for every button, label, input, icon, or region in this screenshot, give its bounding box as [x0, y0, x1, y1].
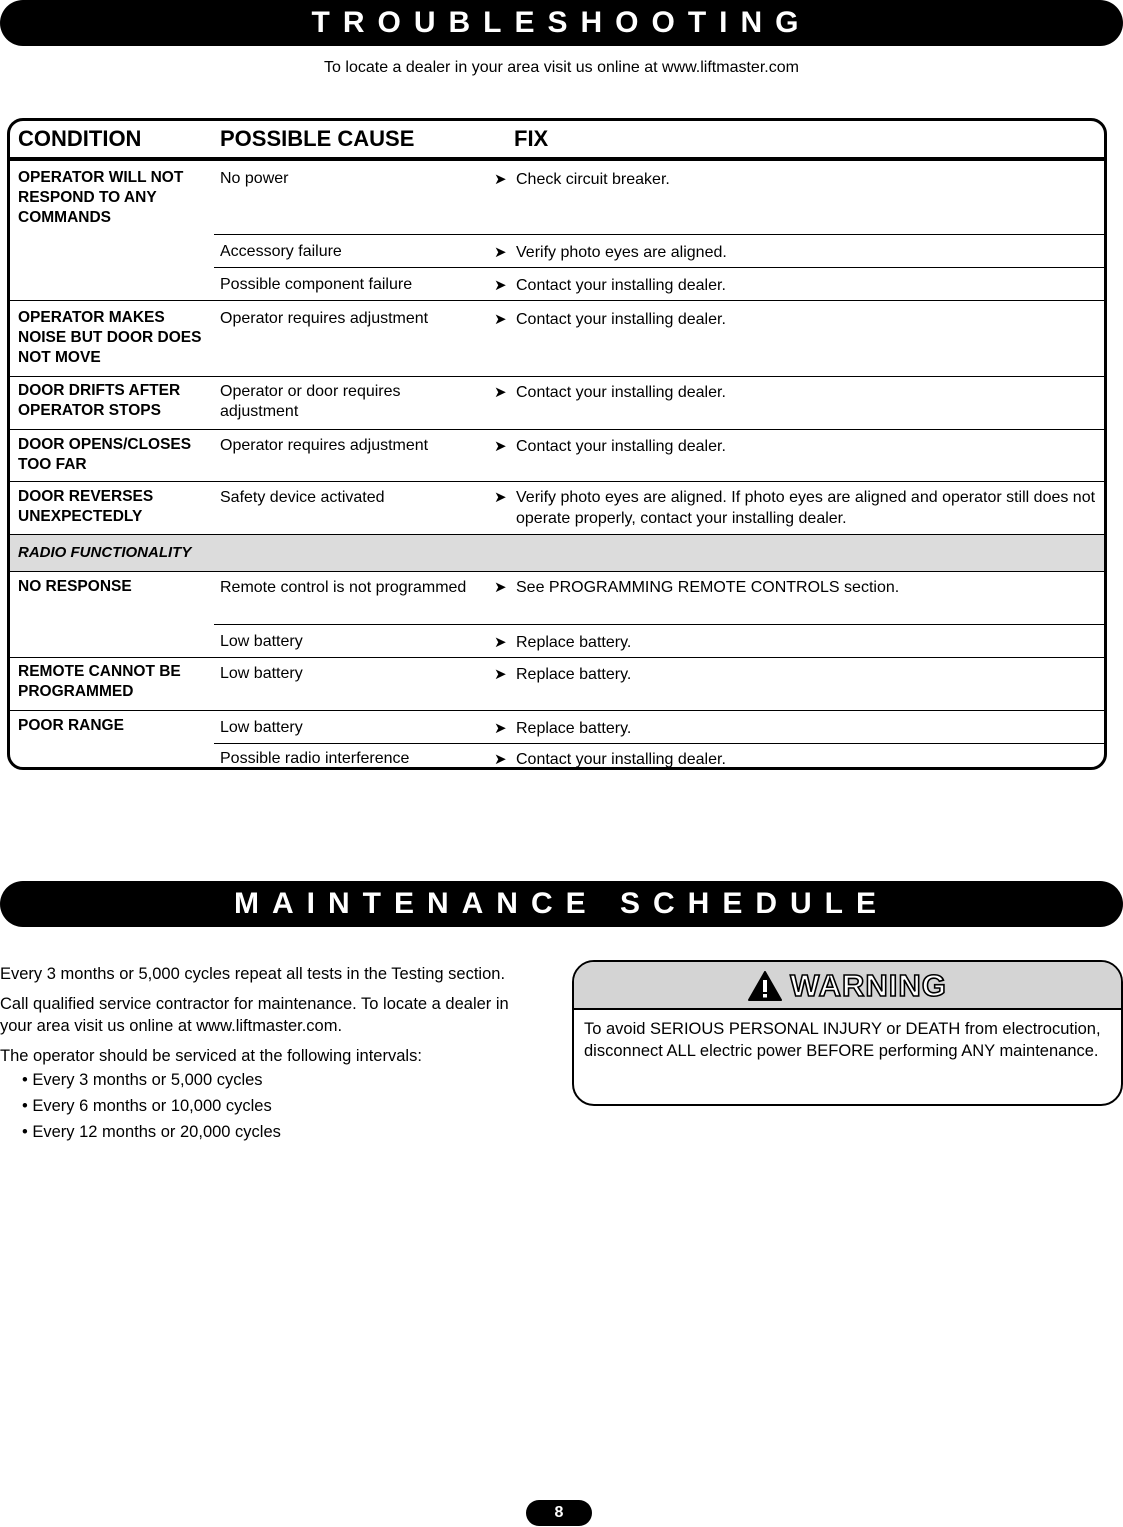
cause-cell: Possible radio interference	[220, 750, 410, 767]
condition-cell: NO RESPONSE	[18, 578, 132, 595]
header-condition: CONDITION	[18, 126, 142, 151]
dealer-locator-note: To locate a dealer in your area visit us online at www.liftmaster.com	[324, 59, 799, 76]
page-number: 8	[526, 1500, 592, 1526]
condition-cell: OPERATOR WILL NOT RESPOND TO ANY COMMANDS	[18, 169, 184, 226]
arrow-icon: ➤	[494, 171, 507, 188]
arrow-icon: ➤	[494, 277, 507, 294]
arrow-icon: ➤	[494, 384, 507, 401]
condition-cell: DOOR OPENS/CLOSES TOO FAR	[18, 436, 192, 473]
table-row	[10, 377, 1104, 430]
arrow-icon: ➤	[494, 666, 507, 683]
arrow-icon: ➤	[494, 751, 507, 768]
warning-box	[572, 960, 1123, 1106]
fix-cell: ➤ Verify photo eyes are aligned.	[494, 244, 727, 261]
fix-cell: ➤ Replace battery.	[494, 666, 632, 683]
cause-cell: Safety device activated	[220, 489, 385, 506]
table-row	[10, 482, 1104, 535]
header-cause: POSSIBLE CAUSE	[220, 126, 415, 151]
troubleshooting-banner: TROUBLESHOOTING	[0, 0, 1123, 46]
cause-cell: Accessory failure	[220, 243, 342, 260]
section-label: RADIO FUNCTIONALITY	[18, 544, 192, 561]
condition-cell: DOOR DRIFTS AFTER OPERATOR STOPS	[18, 382, 181, 419]
cause-cell: Operator or door requires adjustment	[220, 383, 401, 420]
cause-cell: Operator requires adjustment	[220, 310, 429, 327]
warning-text: To avoid SERIOUS PERSONAL INJURY or DEATH from electrocution, disconnect ALL electric power BEFORE performing ANY maintenance.	[584, 1020, 1101, 1060]
condition-cell: REMOTE CANNOT BE PROGRAMMED	[18, 663, 181, 700]
maintenance-para-3: The operator should be serviced at the following intervals:	[0, 1047, 422, 1065]
fix-cell: ➤ Contact your installing dealer.	[494, 311, 726, 328]
cause-cell: Low battery	[220, 719, 303, 736]
radio-functionality-row	[10, 535, 1104, 572]
maintenance-para-1: Every 3 months or 5,000 cycles repeat all tests in the Testing section.	[0, 965, 506, 983]
maintenance-banner: MAINTENANCE SCHEDULE	[0, 881, 1123, 927]
table-row	[10, 711, 1104, 744]
condition-cell: OPERATOR MAKES NOISE BUT DOOR DOES NOT MOVE	[18, 309, 202, 366]
condition-cell: POOR RANGE	[18, 717, 124, 734]
header-fix: FIX	[514, 126, 549, 151]
table-row	[10, 268, 1104, 301]
interval-list	[0, 1067, 540, 1145]
fix-cell: ➤ Contact your installing dealer.	[494, 438, 726, 455]
fix-cell: ➤ Replace battery.	[494, 720, 632, 737]
table-row	[10, 301, 1104, 377]
fix-cell: ➤ Contact your installing dealer.	[494, 277, 726, 294]
table-row	[10, 744, 1104, 770]
cause-cell: Operator requires adjustment	[220, 437, 429, 454]
arrow-icon: ➤	[494, 579, 507, 596]
table-row	[10, 161, 1104, 235]
fix-cell: ➤ See PROGRAMMING REMOTE CONTROLS section.	[494, 579, 900, 596]
arrow-icon: ➤	[494, 489, 507, 506]
table-row	[10, 430, 1104, 482]
table-row	[10, 625, 1104, 658]
list-item: • Every 12 months or 20,000 cycles	[22, 1123, 281, 1141]
list-item: • Every 3 months or 5,000 cycles	[22, 1071, 263, 1089]
warning-title: WARNING	[790, 968, 947, 1003]
troubleshooting-table	[7, 118, 1107, 770]
condition-cell: DOOR REVERSES UNEXPECTEDLY	[18, 488, 154, 525]
cause-cell: Low battery	[220, 633, 303, 650]
warning-header	[574, 962, 1121, 1010]
fix-cell: ➤ Verify photo eyes are aligned. If photo eyes are aligned and operator still does not operate properly, contact your installing dealer.	[494, 489, 1096, 527]
arrow-icon: ➤	[494, 244, 507, 261]
list-item: • Every 6 months or 10,000 cycles	[22, 1097, 272, 1115]
fix-cell: ➤ Check circuit breaker.	[494, 171, 670, 188]
cause-cell: Possible component failure	[220, 276, 413, 293]
maintenance-text	[0, 963, 540, 1145]
table-header	[10, 121, 1104, 161]
table-row	[10, 235, 1104, 268]
fix-cell: ➤ Contact your installing dealer.	[494, 384, 726, 401]
table-row	[10, 572, 1104, 625]
fix-cell: ➤ Replace battery.	[494, 634, 632, 651]
arrow-icon: ➤	[494, 720, 507, 737]
arrow-icon: ➤	[494, 438, 507, 455]
warning-triangle-icon	[748, 971, 782, 1006]
cause-cell: Remote control is not programmed	[220, 579, 467, 596]
maintenance-para-2: Call qualified service contractor for maintenance. To locate a dealer in your area visit us online at www.liftmaster.com.	[0, 995, 509, 1035]
table-row	[10, 658, 1104, 711]
cause-cell: Low battery	[220, 665, 303, 682]
arrow-icon: ➤	[494, 634, 507, 651]
fix-cell: ➤ Contact your installing dealer.	[494, 751, 726, 768]
cause-cell: No power	[220, 170, 289, 187]
arrow-icon: ➤	[494, 311, 507, 328]
